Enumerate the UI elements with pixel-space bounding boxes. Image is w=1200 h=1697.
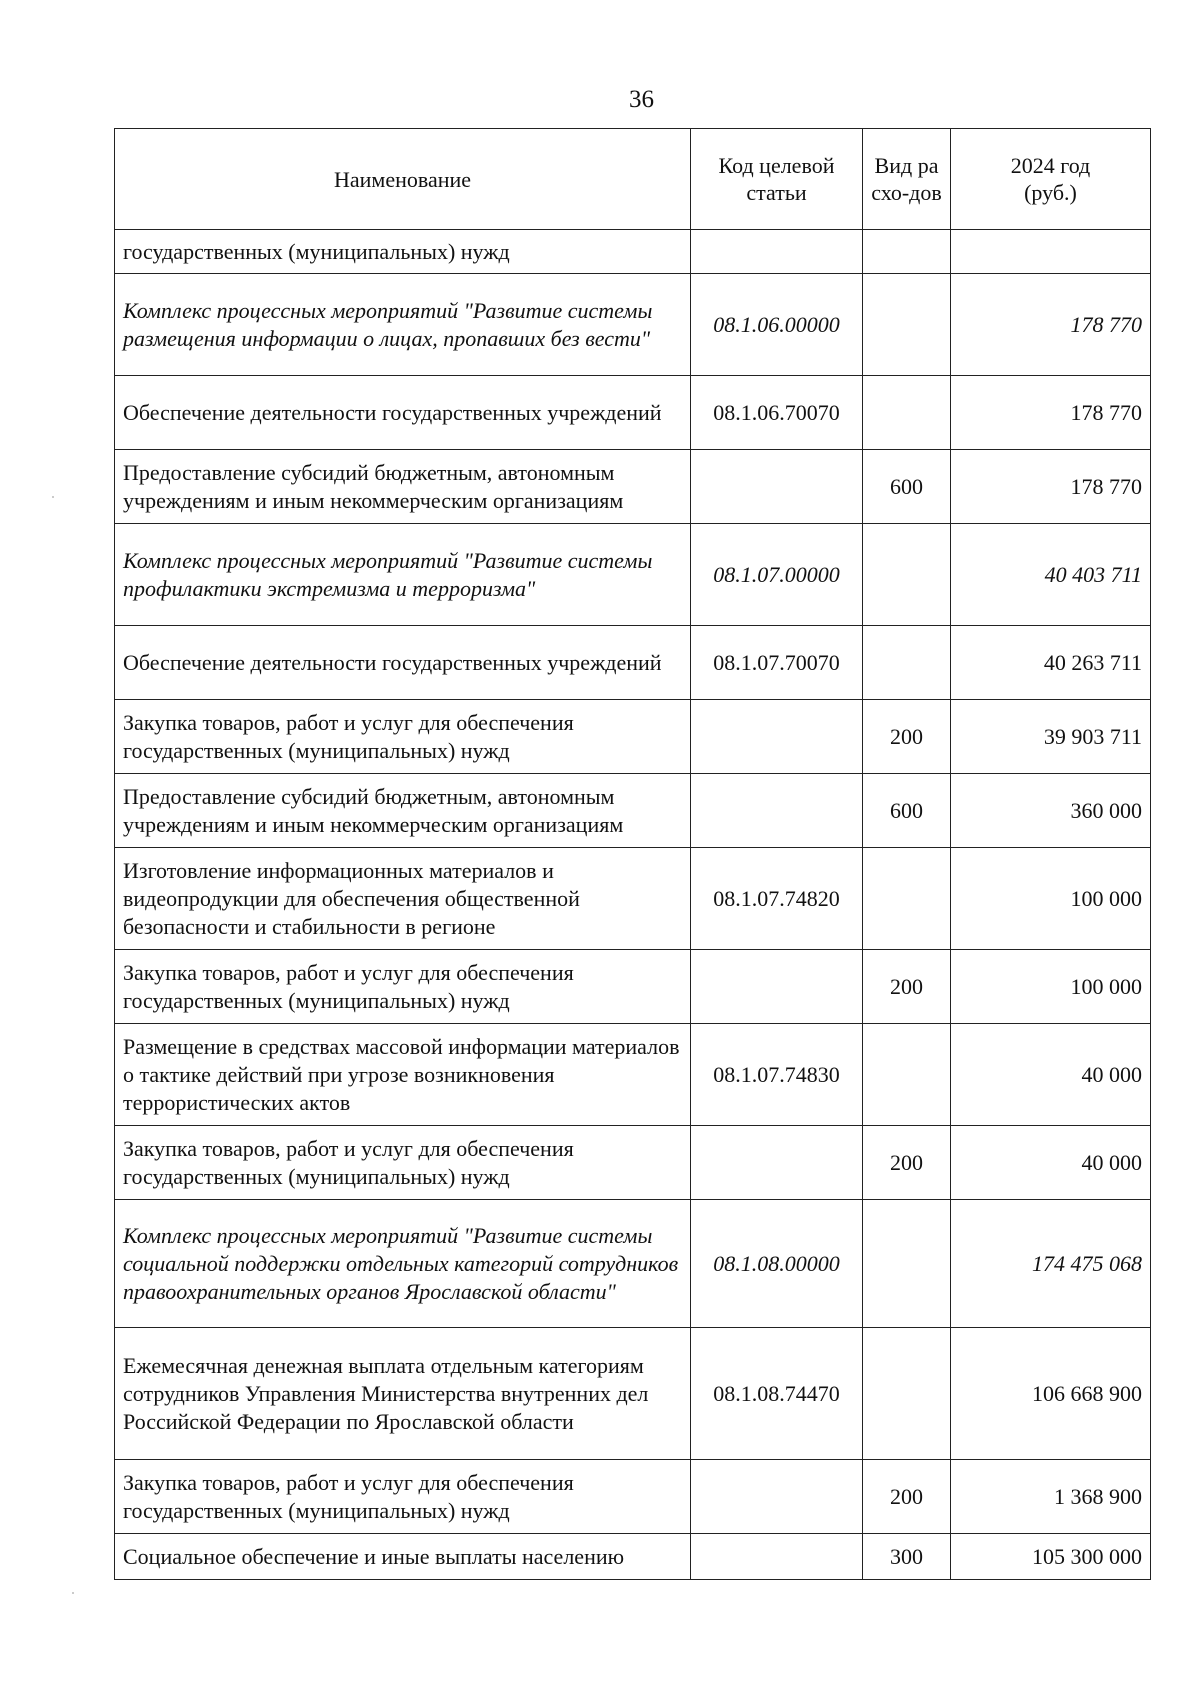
table-row bbox=[115, 524, 1151, 626]
row-name-cell: Комплекс процессных мероприятий "Развитие системы профилактики экстремизма и терроризма" bbox=[115, 524, 691, 626]
row-name-cell: Обеспечение деятельности государственных учреждений bbox=[115, 376, 691, 450]
row-name-cell: Размещение в средствах массовой информации материалов о тактике действий при угрозе возникновения террористических актов bbox=[115, 1024, 691, 1126]
row-amount-cell: 178 770 bbox=[951, 274, 1151, 376]
table-row bbox=[115, 848, 1151, 950]
row-name-cell: Ежемесячная денежная выплата отдельным категориям сотрудников Управления Министерства внутренних дел Российской Федерации по Ярославской области bbox=[115, 1328, 691, 1460]
row-type-cell bbox=[863, 848, 951, 950]
page-number: 36 bbox=[629, 86, 654, 113]
row-amount-cell: 100 000 bbox=[951, 950, 1151, 1024]
row-name-cell: Комплекс процессных мероприятий "Развитие системы размещения информации о лицах, пропавших без вести" bbox=[115, 274, 691, 376]
row-code-cell: 08.1.07.74830 bbox=[691, 1024, 863, 1126]
row-type-cell bbox=[863, 274, 951, 376]
row-code-cell: 08.1.06.70070 bbox=[691, 376, 863, 450]
column-header-amount: 2024 год (руб.) bbox=[951, 129, 1151, 230]
row-type-cell: 200 bbox=[863, 700, 951, 774]
row-name-cell: государственных (муниципальных) нужд bbox=[115, 230, 691, 274]
row-name-cell: Закупка товаров, работ и услуг для обеспечения государственных (муниципальных) нужд bbox=[115, 1460, 691, 1534]
row-amount-cell: 105 300 000 bbox=[951, 1534, 1151, 1580]
scan-speck bbox=[72, 1592, 74, 1594]
row-type-cell: 200 bbox=[863, 950, 951, 1024]
row-amount-cell: 106 668 900 bbox=[951, 1328, 1151, 1460]
table-row bbox=[115, 1024, 1151, 1126]
row-code-cell: 08.1.07.70070 bbox=[691, 626, 863, 700]
row-type-cell bbox=[863, 1024, 951, 1126]
row-name-cell: Обеспечение деятельности государственных учреждений bbox=[115, 626, 691, 700]
row-code-cell bbox=[691, 700, 863, 774]
table-row bbox=[115, 450, 1151, 524]
table-row bbox=[115, 774, 1151, 848]
row-code-cell: 08.1.08.74470 bbox=[691, 1328, 863, 1460]
row-amount-cell: 178 770 bbox=[951, 450, 1151, 524]
row-name-cell: Предоставление субсидий бюджетным, автономным учреждениям и иным некоммерческим организациям bbox=[115, 774, 691, 848]
row-type-cell bbox=[863, 1200, 951, 1328]
row-type-cell bbox=[863, 376, 951, 450]
row-amount-cell: 40 000 bbox=[951, 1126, 1151, 1200]
column-header-name: Наименование bbox=[115, 129, 691, 230]
table-row bbox=[115, 1126, 1151, 1200]
row-code-cell bbox=[691, 774, 863, 848]
row-code-cell: 08.1.07.74820 bbox=[691, 848, 863, 950]
table-row bbox=[115, 950, 1151, 1024]
row-name-cell: Закупка товаров, работ и услуг для обеспечения государственных (муниципальных) нужд bbox=[115, 1126, 691, 1200]
table-body bbox=[115, 230, 1151, 1580]
row-name-cell: Изготовление информационных материалов и видеопродукции для обеспечения общественной безопасности и стабильности в регионе bbox=[115, 848, 691, 950]
row-amount-cell: 39 903 711 bbox=[951, 700, 1151, 774]
row-amount-cell bbox=[951, 230, 1151, 274]
row-type-cell: 600 bbox=[863, 450, 951, 524]
row-amount-cell: 360 000 bbox=[951, 774, 1151, 848]
row-code-cell bbox=[691, 950, 863, 1024]
row-code-cell bbox=[691, 1126, 863, 1200]
row-code-cell bbox=[691, 1460, 863, 1534]
row-type-cell bbox=[863, 626, 951, 700]
row-amount-cell: 1 368 900 bbox=[951, 1460, 1151, 1534]
row-code-cell bbox=[691, 1534, 863, 1580]
table-row bbox=[115, 274, 1151, 376]
row-name-cell: Предоставление субсидий бюджетным, автономным учреждениям и иным некоммерческим организациям bbox=[115, 450, 691, 524]
table-row bbox=[115, 1328, 1151, 1460]
row-type-cell bbox=[863, 230, 951, 274]
row-amount-cell: 40 403 711 bbox=[951, 524, 1151, 626]
row-amount-cell: 40 263 711 bbox=[951, 626, 1151, 700]
row-amount-cell: 100 000 bbox=[951, 848, 1151, 950]
table-row bbox=[115, 626, 1151, 700]
row-code-cell bbox=[691, 230, 863, 274]
row-name-cell: Социальное обеспечение и иные выплаты населению bbox=[115, 1534, 691, 1580]
row-code-cell: 08.1.08.00000 bbox=[691, 1200, 863, 1328]
row-type-cell bbox=[863, 524, 951, 626]
table-row bbox=[115, 376, 1151, 450]
table-header-row bbox=[115, 129, 1151, 230]
budget-table bbox=[114, 128, 1151, 1580]
row-code-cell: 08.1.07.00000 bbox=[691, 524, 863, 626]
scan-speck bbox=[52, 496, 54, 498]
table-row bbox=[115, 1534, 1151, 1580]
row-name-cell: Закупка товаров, работ и услуг для обеспечения государственных (муниципальных) нужд bbox=[115, 950, 691, 1024]
table-row bbox=[115, 1200, 1151, 1328]
column-header-type: Вид расхо-дов bbox=[863, 129, 951, 230]
row-type-cell: 600 bbox=[863, 774, 951, 848]
row-name-cell: Закупка товаров, работ и услуг для обеспечения государственных (муниципальных) нужд bbox=[115, 700, 691, 774]
row-code-cell bbox=[691, 450, 863, 524]
row-code-cell: 08.1.06.00000 bbox=[691, 274, 863, 376]
row-type-cell: 200 bbox=[863, 1460, 951, 1534]
row-amount-cell: 40 000 bbox=[951, 1024, 1151, 1126]
row-name-cell: Комплекс процессных мероприятий "Развитие системы социальной поддержки отдельных категорий сотрудников правоохранительных органов Ярославской области" bbox=[115, 1200, 691, 1328]
row-amount-cell: 178 770 bbox=[951, 376, 1151, 450]
row-type-cell: 300 bbox=[863, 1534, 951, 1580]
row-type-cell: 200 bbox=[863, 1126, 951, 1200]
table-row bbox=[115, 1460, 1151, 1534]
row-amount-cell: 174 475 068 bbox=[951, 1200, 1151, 1328]
row-type-cell bbox=[863, 1328, 951, 1460]
column-header-code: Код целевой статьи bbox=[691, 129, 863, 230]
table-row bbox=[115, 700, 1151, 774]
table-row bbox=[115, 230, 1151, 274]
